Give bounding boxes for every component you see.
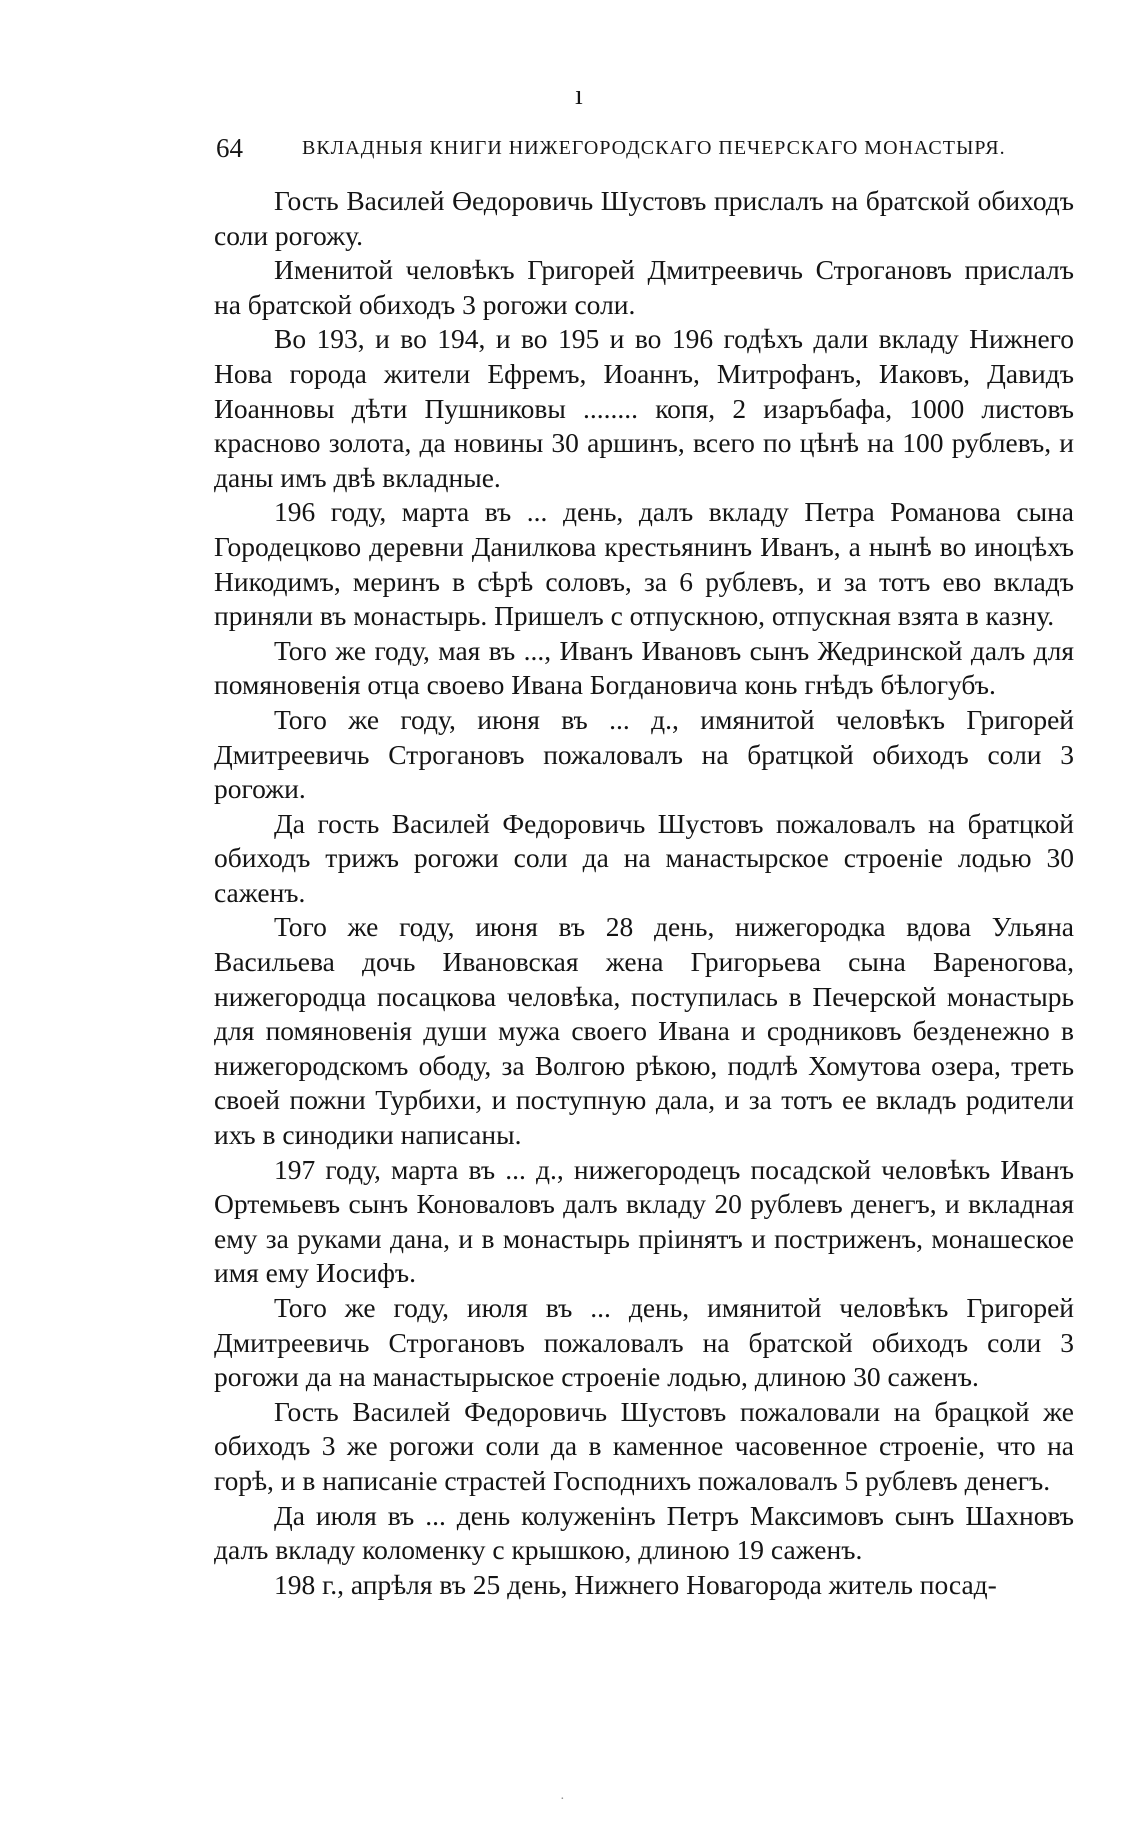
paragraph-13: 198 г., апрѣля въ 25 день, Нижнего Новагорода житель посад- [274,1568,997,1600]
paragraph-2: Именитой человѣкъ Григорей Дмитреевичь Строгановъ прислалъ на братской обиходъ 3 рогожи соли. [214,254,1074,320]
paragraph-9: 197 году, марта въ ... д., нижегородецъ посадской человѣкъ Иванъ Ортемьевъ сынъ Коноваловъ далъ вкладу 20 рублевъ денегъ, и вкладная ему за руками дана, и в монастырь пріинятъ и постриженъ, монашеское имя ему Иосифъ. [214,1153,1074,1289]
paragraph-6: Того же году, июня въ ... д., имянитой человѣкъ Григорей Дмитреевичь Строгановъ пожаловалъ на братцкой обиходъ соли 3 рогожи. [214,703,1074,805]
page-number: 64 [216,133,243,163]
paragraph-4: 196 году, марта въ ... день, далъ вкладу Петра Романова сына Городецково деревни Данилкова крестьянинъ Иванъ, а нынѣ во иноцѣхъ Никодимъ, меринъ в сѣрѣ соловъ, за 6 рублевъ, и за тотъ ево вкладъ приняли въ монастырь. Пришелъ с отпускною, отпускная взята в казну. [214,496,1074,632]
running-header [216,133,1006,173]
paragraph-11: Гость Василей Федоровичь Шустовъ пожаловали на брацкой же обиходъ 3 же рогожи соли да в каменное часовенное строеніе, что на горѣ, и в написаніе страстей Господнихъ пожаловалъ 5 рублевъ денегъ. [214,1395,1074,1496]
bottom-mark: · [560,1792,565,1807]
body-text [214,184,1074,1602]
paragraph-3: Во 193, и во 194, и во 195 и во 196 годѣхъ дали вкладу Нижнего Нова города жители Ефремъ, Иоаннъ, Митрофанъ, Иаковъ, Давидъ Иоанновы дѣти Пушниковы ........ копя, 2 изаръбафа, 1000 листовъ красново золота, да новины 30 аршинъ, всего по цѣнѣ на 100 рублевъ, и даны имъ двѣ вкладные. [214,323,1074,493]
paragraph-5: Того же году, мая въ ..., Иванъ Ивановъ сынъ Жедринской далъ для помяновенія отца своево Ивана Богдановича конь гнѣдъ бѣлогубъ. [214,634,1074,701]
print-mark: ı [575,80,583,111]
paragraph-8: Того же году, июня въ 28 день, нижегородка вдова Ульяна Васильева дочь Ивановская жена Григорьева сына Вареногова, нижегородца посацкова человѣка, поступилась в Печерской монастырь для помяновенія души мужа своего Ивана и сродниковъ безденежно в нижегородскомъ ободу, за Волгою рѣкою, подлѣ Хомутова озера, треть своей пожни Турбихи, и поступную дала, и за тотъ ее вкладъ родители ихъ в синодики написаны. [214,911,1074,1151]
paragraph-12: Да июля въ ... день колуженінъ Петръ Максимовъ сынъ Шахновъ далъ вкладу коломенку с крышкою, длиною 19 саженъ. [214,1499,1074,1566]
running-title: ВКЛАДНЫЯ КНИГИ НИЖЕГОРОДСКАГО ПЕЧЕРСКАГО МОНАСТЫРЯ. [302,137,1006,159]
paragraph-7: Да гость Василей Федоровичь Шустовъ пожаловалъ на братцкой обиходъ трижъ рогожи соли да на манастырское строеніе лодью 30 саженъ. [214,807,1074,908]
paragraph-1: Гость Василей Өедоровичь Шустовъ прислалъ на братской обиходъ соли рогожу. [214,185,1074,251]
paragraph-10: Того же году, июля въ ... день, имянитой человѣкъ Григорей Дмитреевичь Строгановъ пожаловалъ на братской обиходъ соли 3 рогожи да на манастырыское строеніе лодью, длиною 30 саженъ. [214,1292,1074,1393]
